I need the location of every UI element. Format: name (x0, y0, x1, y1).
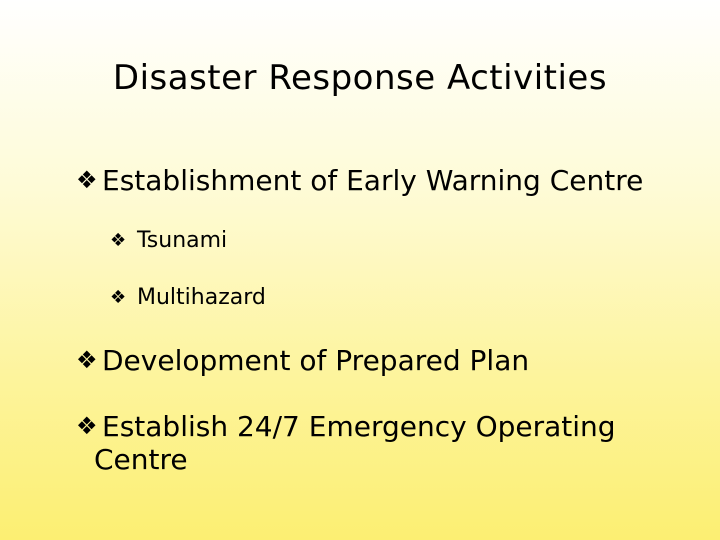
slide-title: Disaster Response Activities (112, 58, 608, 98)
sub-bullet-multihazard (110, 285, 266, 310)
diamond-bullet-icon: ❖ (110, 287, 127, 308)
sub-bullet-tsunami (110, 228, 227, 253)
bullet-text-line2: Centre (94, 443, 188, 476)
bullet-early-warning-centre (76, 164, 643, 197)
sub-bullet-text: Tsunami (137, 228, 228, 253)
bullet-text: Establishment of Early Warning Centre (102, 164, 644, 197)
sub-bullet-text: Multihazard (137, 285, 266, 310)
bullet-prepared-plan (76, 344, 529, 377)
diamond-bullet-icon: ❖ (76, 166, 98, 194)
diamond-bullet-icon: ❖ (76, 346, 98, 374)
diamond-bullet-icon: ❖ (110, 230, 127, 251)
bullet-text-block (94, 410, 616, 476)
bullet-emergency-operating-centre (76, 410, 616, 476)
bullet-text-line1: Establish 24/7 Emergency Operating (102, 410, 616, 443)
diamond-bullet-icon: ❖ (76, 412, 98, 440)
bullet-text: Development of Prepared Plan (102, 344, 530, 377)
